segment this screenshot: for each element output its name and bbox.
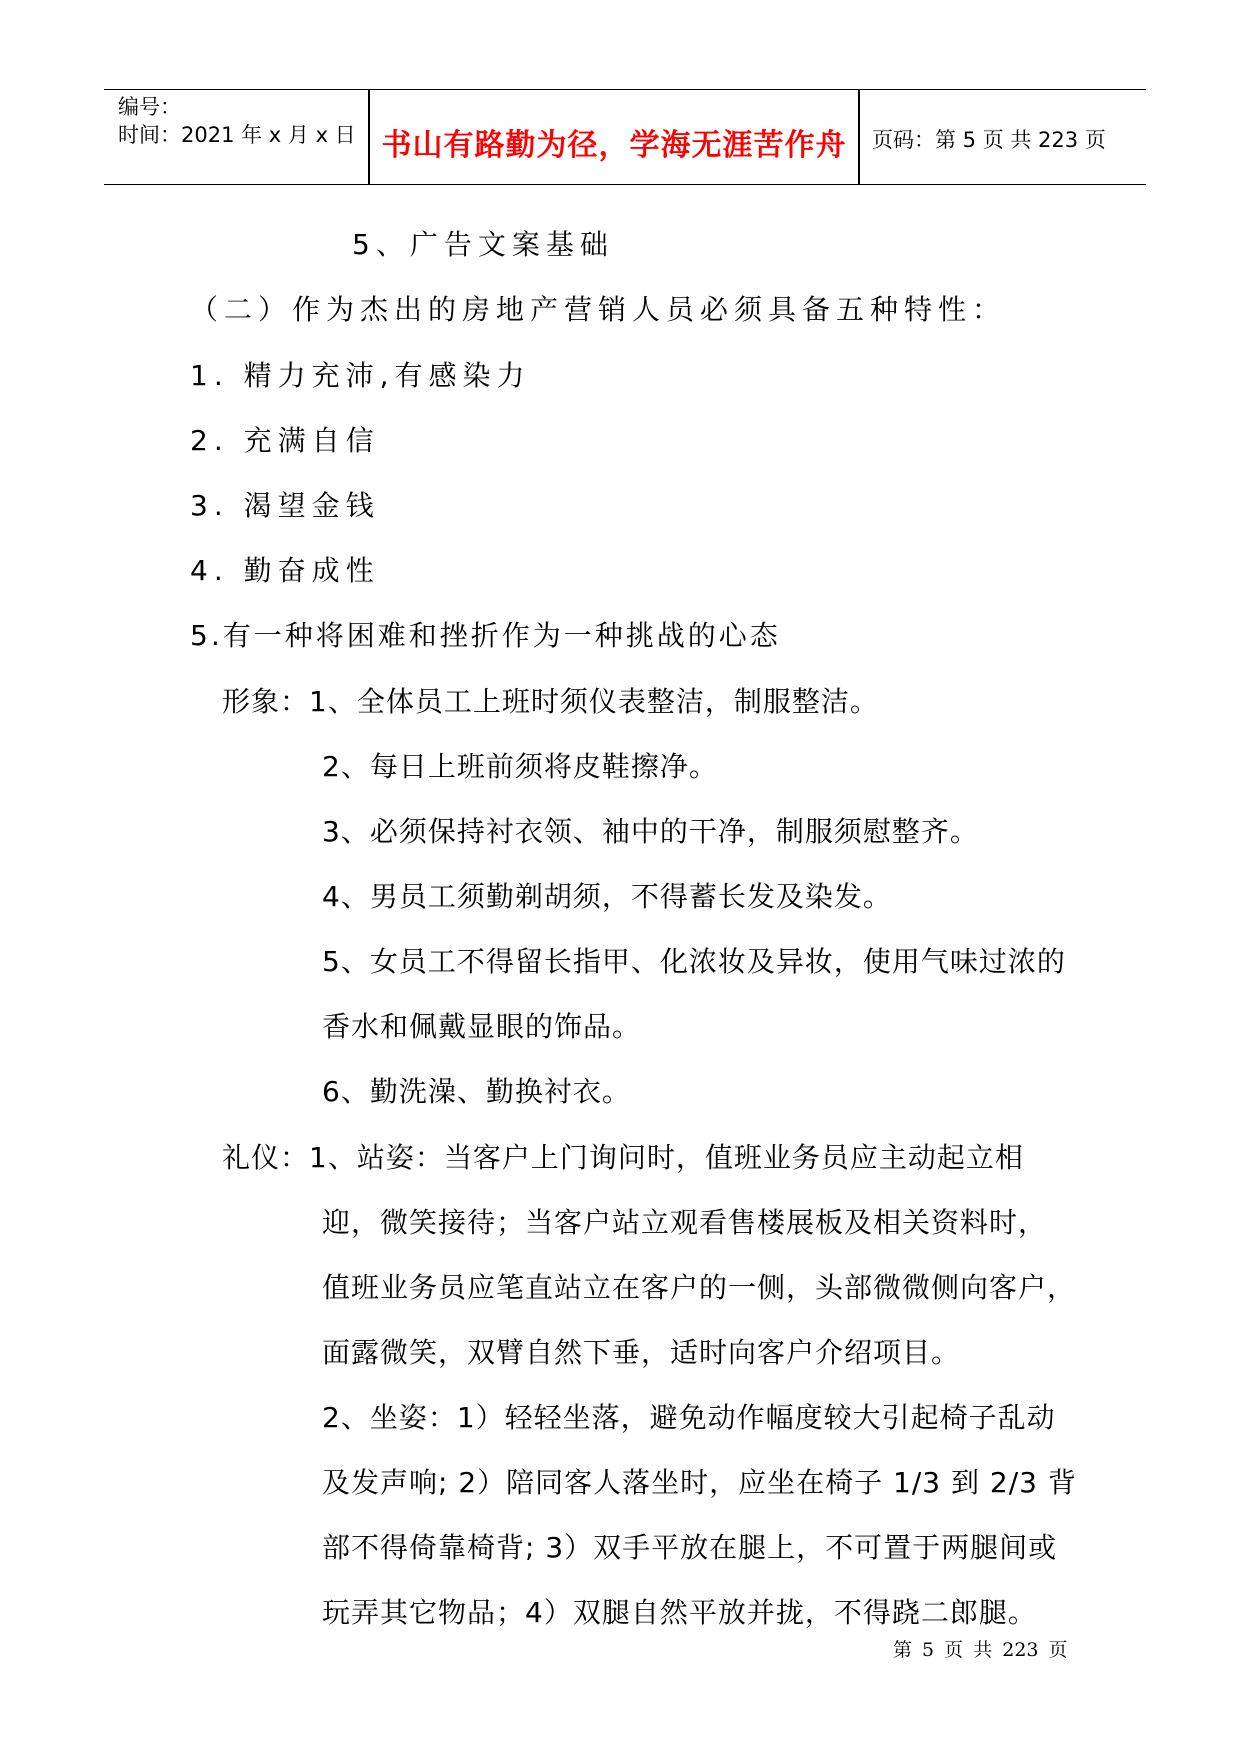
paragraph-line: 部不得倚靠椅背; 3）双手平放在腿上，不可置于两腿间或 bbox=[322, 1531, 1058, 1564]
subsection-heading: （二）作为杰出的房地产营销人员必须具备五种特性： bbox=[190, 293, 1007, 326]
header-divider bbox=[858, 90, 860, 184]
document-header bbox=[104, 89, 1146, 185]
paragraph-line: 礼仪：1、站姿：当客户上门询问时，值班业务员应主动起立相 bbox=[222, 1141, 1024, 1174]
paragraph-line: 3、必须保持衬衣领、袖中的干净，制服须慰整齐。 bbox=[322, 815, 979, 848]
paragraph-line: 面露微笑，双臂自然下垂，适时向客户介绍项目。 bbox=[322, 1336, 961, 1369]
paragraph-line: 5、女员工不得留长指甲、化浓妆及异妆，使用气味过浓的 bbox=[322, 945, 1066, 978]
list-item: 1. 精力充沛,有感染力 bbox=[190, 359, 531, 392]
list-item: 5.有一种将困难和挫折作为一种挑战的心态 bbox=[190, 619, 781, 652]
section-heading: 5、广告文案基础 bbox=[352, 228, 614, 261]
footer-page-number: 第 5 页 共 223 页 bbox=[893, 1639, 1068, 1661]
document-time-label: 时间：2021 年 x 月 x 日 bbox=[118, 123, 356, 147]
header-meta bbox=[118, 93, 356, 149]
list-item: 2. 充满自信 bbox=[190, 424, 380, 457]
paragraph-line: 迎，微笑接待；当客户站立观看售楼展板及相关资料时， bbox=[322, 1206, 1048, 1239]
paragraph-line: 2、坐姿：1）轻轻坐落，避免动作幅度较大引起椅子乱动 bbox=[322, 1401, 1056, 1434]
header-motto: 书山有路勤为径，学海无涯苦作舟 bbox=[381, 128, 847, 163]
paragraph-line: 形象：1、全体员工上班时须仪表整洁，制服整洁。 bbox=[222, 685, 879, 718]
paragraph-line: 玩弄其它物品；4）双腿自然平放并拢，不得跷二郎腿。 bbox=[322, 1596, 1037, 1629]
paragraph-line: 4、男员工须勤剃胡须，不得蓄长发及染发。 bbox=[322, 880, 892, 913]
header-page-number: 页码：第 5 页 共 223 页 bbox=[872, 128, 1106, 152]
paragraph-line: 2、每日上班前须将皮鞋擦净。 bbox=[322, 750, 718, 783]
paragraph-line: 6、勤洗澡、勤换衬衣。 bbox=[322, 1075, 631, 1108]
list-item: 4. 勤奋成性 bbox=[190, 554, 380, 587]
paragraph-line: 及发声响; 2）陪同客人落坐时，应坐在椅子 1/3 到 2/3 背 bbox=[322, 1466, 1077, 1499]
paragraph-line: 值班业务员应笔直站立在客户的一侧，头部微微侧向客户， bbox=[322, 1271, 1077, 1304]
list-item: 3. 渴望金钱 bbox=[190, 489, 380, 522]
document-number-label: 编号： bbox=[118, 95, 181, 119]
paragraph-line: 香水和佩戴显眼的饰品。 bbox=[322, 1010, 642, 1043]
